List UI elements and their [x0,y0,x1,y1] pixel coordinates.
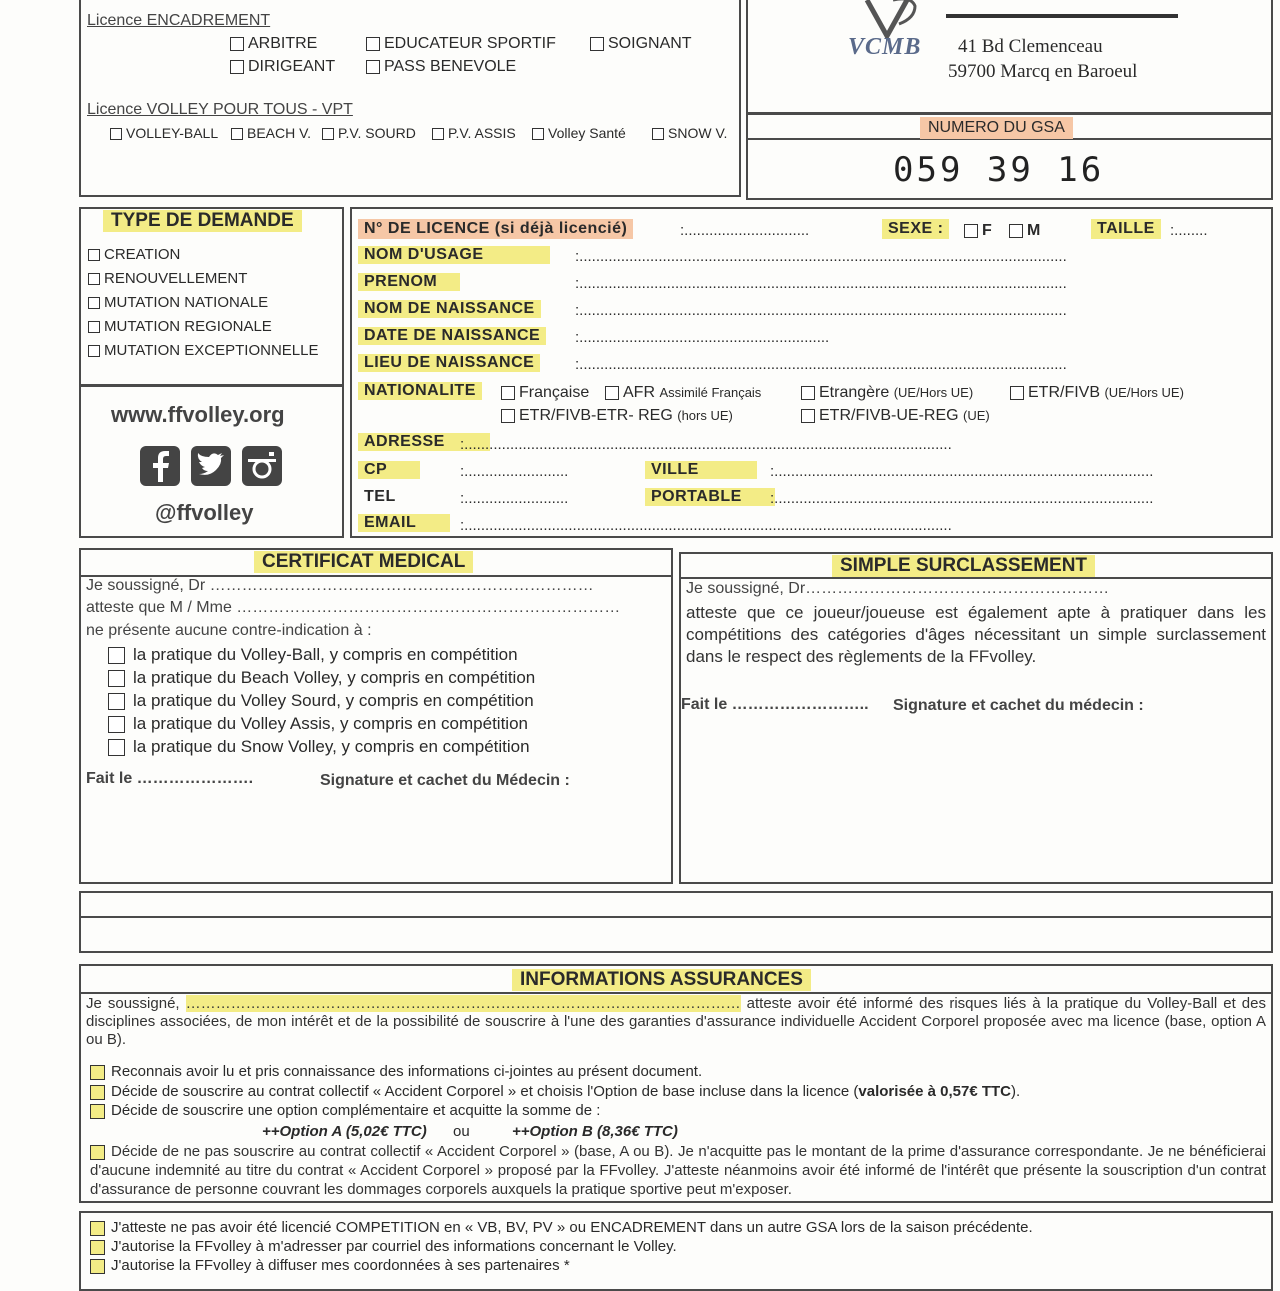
instagram-icon[interactable] [242,446,282,491]
certificat-intro: ne présente aucune contre-indication à : [86,622,372,639]
sexe-label: SEXE : [882,219,949,239]
cp-label: CP [358,461,420,479]
checkbox-option-complementaire[interactable]: Décide de souscrire une option complémentaire et acquitte la somme de : [90,1102,600,1119]
checkbox-etr-fivb-ue-reg[interactable]: ETR/FIVB-UE-REG (UE) [801,407,990,425]
option-or-label: ou [453,1123,470,1140]
prenom-field[interactable]: :..................................................................................................................... [575,275,1067,292]
ville-field[interactable]: :........................................................................................... [770,463,1154,480]
checkbox-francaise[interactable]: Française [501,384,589,402]
twitter-icon[interactable] [191,446,231,491]
cp-field[interactable]: :......................... [460,463,569,480]
checkbox-volley-sante[interactable]: Volley Santé [532,125,626,141]
certificat-signature-label: Signature et cachet du Médecin : [320,772,570,789]
adresse-label: ADRESSE [358,433,490,451]
lieu-naissance-field[interactable]: :..................................................................................................................... [575,356,1067,373]
assurances-intro: Je soussigné, ………………………………………………………………………………………………… atteste avoir été informé des risques liés à la pratique du Volley-Ball et des disciplines associées, de mon intérêt et de la possibilité de souscrire à l'une des garanties d'assurance individuelle Accident Corporel proposée avec ma licence (base, option A ou B). [86,995,1266,1048]
taille-field[interactable]: :........ [1170,222,1208,239]
date-naissance-field[interactable]: :............................................................ [575,329,830,346]
checkbox-creation[interactable]: CREATION [88,246,180,263]
checkbox-non-licencie[interactable]: J'atteste ne pas avoir été licencié COMPETITION en « VB, BV, PV » ou ENCADREMENT dans un autre GSA lors de la saison précédente. [90,1219,1033,1236]
surclassement-doctor-line[interactable]: Je soussigné, Dr………………………………………………… [686,580,1110,597]
surclassement-body: atteste que ce joueur/joueuse est également apte à pratiquer dans les compétitions des catégories d'âges nécessitant un simple surclassement dans le respect des règlements de la FFvolley. [686,603,1266,666]
email-field[interactable]: :..................................................................................................................... [460,517,952,534]
checkbox-refus-assurance[interactable]: Décide de ne pas souscrire au contrat collectif « Accident Corporel » (base, A ou B). Je n'acquitte pas le montant de la prime d'assurance correspondante. Je ne bénéficierai d'aucune indemnité au titre du contrat « Accident Corporel » proposé par la FFvolley. J'atteste néanmoins avoir été informé de l'intérêt que présente la souscription d'un contrat d'assurance de personne couvrant les dommages corporels auxquels la pratique sportive peut m'exposer. [90,1143,1266,1198]
checkbox-volley-ball-competition[interactable]: la pratique du Volley-Ball, y compris en compétition [108,645,518,665]
checkbox-courriel[interactable]: J'autorise la FFvolley à m'adresser par courriel des informations concernant le Volley. [90,1238,677,1255]
licence-number-field[interactable]: :.............................. [680,222,810,239]
checkbox-etr-fivb[interactable]: ETR/FIVB (UE/Hors UE) [1010,384,1184,402]
checkbox-snow-volley-competition[interactable]: la pratique du Snow Volley, y compris en compétition [108,737,530,757]
nationalite-label: NATIONALITE [358,382,482,400]
checkbox-etr-fivb-etr-reg[interactable]: ETR/FIVB-ETR- REG (hors UE) [501,407,733,425]
nom-naissance-field[interactable]: :..................................................................................................................... [575,302,1067,319]
licence-vpt-title: Licence VOLLEY POUR TOUS - VPT [87,101,353,118]
checkbox-renouvellement[interactable]: RENOUVELLEMENT [88,270,247,287]
certificat-fait-le[interactable]: Fait le …………………. [86,770,254,787]
certificat-title: CERTIFICAT MEDICAL [254,551,473,573]
ville-label: VILLE [645,461,757,479]
assurances-name-field[interactable]: ………………………………………………………………………………………………… [185,995,741,1012]
lieu-naissance-label: LIEU DE NAISSANCE [358,354,540,372]
social-handle: @ffvolley [155,500,254,525]
club-logo-text: VCMB [848,34,922,60]
checkbox-dirigeant[interactable]: DIRIGEANT [230,58,335,76]
club-address-line1: 41 Bd Clemenceau [958,36,1103,57]
option-b-label: ++Option B (8,36€ TTC) [512,1123,678,1140]
surclassement-fait-le[interactable]: Fait le …………………….. [681,696,869,713]
option-a-label: ++Option A (5,02€ TTC) [262,1123,427,1140]
gsa-label: NUMERO DU GSA [920,117,1073,139]
surclassement-signature-label: Signature et cachet du médecin : [893,697,1144,714]
checkbox-volley-assis-competition[interactable]: la pratique du Volley Assis, y compris en compétition [108,714,528,734]
tel-label: TEL [364,488,396,505]
assurances-title: INFORMATIONS ASSURANCES [512,969,811,991]
nom-usage-field[interactable]: :..................................................................................................................... [575,248,1067,265]
empty-bar [79,891,1273,953]
licence-number-label: N° DE LICENCE (si déjà licencié) [358,219,633,239]
website-link[interactable]: www.ffvolley.org [111,402,285,427]
prenom-label: PRENOM [358,273,460,291]
portable-field[interactable]: :........................................................................................... [770,490,1154,507]
licence-encadrement-title: Licence ENCADREMENT [87,12,271,29]
date-naissance-label: DATE DE NAISSANCE [358,327,546,345]
checkbox-sexe-m[interactable]: M [1009,222,1040,240]
checkbox-pass-benevole[interactable]: PASS BENEVOLE [366,58,516,76]
checkbox-mutation-exceptionnelle[interactable]: MUTATION EXCEPTIONNELLE [88,342,318,359]
tel-field[interactable]: :......................... [460,490,569,507]
checkbox-volley-sourd-competition[interactable]: la pratique du Volley Sourd, y compris en compétition [108,691,534,711]
checkbox-volley-ball[interactable]: VOLLEY-BALL [110,125,218,141]
club-address-line2: 59700 Marcq en Baroeul [948,61,1138,82]
facebook-icon[interactable] [140,446,180,491]
checkbox-snow-v[interactable]: SNOW V. [652,125,727,141]
checkbox-afr[interactable]: AFR Assimilé Français [605,384,761,402]
checkbox-arbitre[interactable]: ARBITRE [230,35,317,53]
nom-usage-label: NOM D'USAGE [358,246,550,264]
checkbox-beach-volley-competition[interactable]: la pratique du Beach Volley, y compris en compétition [108,668,535,688]
checkbox-partenaires[interactable]: J'autorise la FFvolley à diffuser mes coordonnées à ses partenaires * [90,1257,570,1274]
type-demande-title: TYPE DE DEMANDE [103,210,302,232]
checkbox-beach-v[interactable]: BEACH V. [231,125,311,141]
taille-label: TAILLE [1091,219,1161,239]
checkbox-etrangere[interactable]: Etrangère (UE/Hors UE) [801,384,973,402]
checkbox-mutation-regionale[interactable]: MUTATION REGIONALE [88,318,272,335]
checkbox-soignant[interactable]: SOIGNANT [590,35,692,53]
club-name-underline [946,14,1178,18]
checkbox-reconnais[interactable]: Reconnais avoir lu et pris connaissance des informations ci-jointes au présent document. [90,1063,702,1080]
checkbox-option-base[interactable]: Décide de souscrire au contrat collectif « Accident Corporel » et choisis l'Option de base incluse dans la licence (valorisée à 0,57€ TTC). [90,1083,1020,1100]
checkbox-pv-sourd[interactable]: P.V. SOURD [322,125,416,141]
certificat-patient-line[interactable]: atteste que M / Mme ……………………………………………………………… [86,599,621,616]
nom-naissance-label: NOM DE NAISSANCE [358,300,541,318]
checkbox-mutation-nationale[interactable]: MUTATION NATIONALE [88,294,268,311]
adresse-field[interactable]: :..................................................................................................................... [460,436,952,453]
checkbox-pv-assis[interactable]: P.V. ASSIS [432,125,516,141]
portable-label: PORTABLE [645,488,775,506]
checkbox-sexe-f[interactable]: F [964,222,992,240]
email-label: EMAIL [358,514,450,532]
certificat-doctor-line[interactable]: Je soussigné, Dr ……………………………………………………………… [86,577,594,594]
surclassement-title: SIMPLE SURCLASSEMENT [832,555,1095,577]
gsa-number: 059 39 16 [893,150,1105,190]
checkbox-educateur-sportif[interactable]: EDUCATEUR SPORTIF [366,35,556,53]
